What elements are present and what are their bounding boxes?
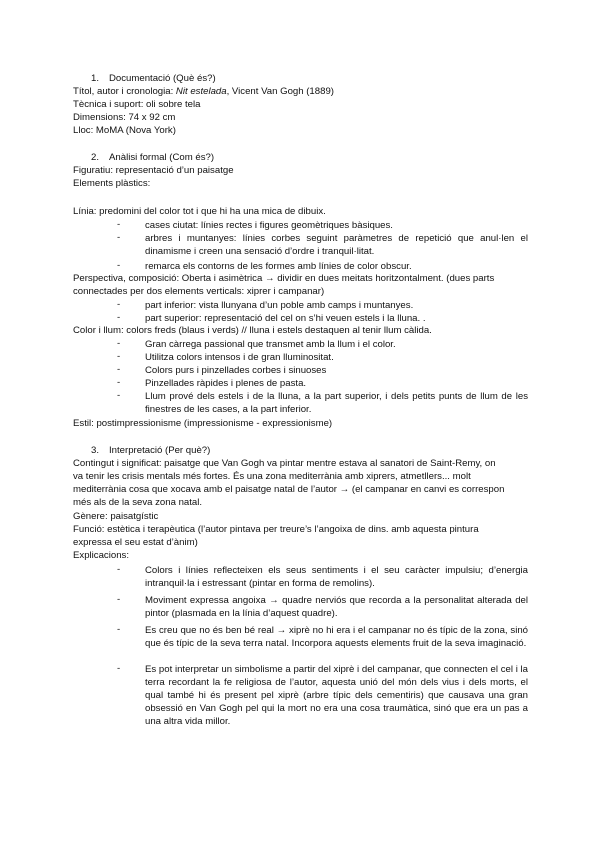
list-item: part inferior: vista llunyana d’un poble amb camps i muntanyes. xyxy=(145,300,414,311)
tecnica-line: Tècnica i suport: oli sobre tela xyxy=(73,99,201,110)
list-item: Moviment expressa angoixa → quadre nerviós que recorda a la personalitat alterada del pintor (plasmada en la línia d’aquest quadre). xyxy=(145,595,528,619)
list-item: Llum prové dels estels i de la lluna, a la part superior, i dels petits punts de llum de les finestres de les cases, a la part inferior. xyxy=(145,391,528,415)
bullet: - xyxy=(117,377,121,388)
perspectiva-line-1: Perspectiva, composició: Oberta i asimètrica → dividir en dues meitats horitzontalment. (dues parts xyxy=(73,273,495,284)
color-line: Color i llum: colors freds (blaus i verds) // lluna i estels destaquen al tenir llum càlida. xyxy=(73,325,432,336)
section-3-heading: 3. Interpretació (Per què?) xyxy=(91,445,211,456)
funcio-line-1: Funció: estètica i terapèutica (l’autor pintava per treure’s l’angoixa de dins. amb aquesta pintura xyxy=(73,524,479,535)
bullet: - xyxy=(117,232,121,243)
list-item: cases ciutat: línies rectes i figures geomètriques bàsiques. xyxy=(145,220,393,231)
list-item: arbres i muntanyes: línies corbes seguint paràmetres de repetició que anul·len el dinamisme i creen una sensació d’ordre i tranquil·litat. xyxy=(145,233,528,257)
bullet: - xyxy=(117,219,121,230)
bullet: - xyxy=(117,338,121,349)
genere-line: Gènere: paisatgístic xyxy=(73,511,159,522)
list-item: Gran càrrega passional que transmet amb la llum i el color. xyxy=(145,339,396,350)
contingut-line-4: més als de la seva zona natal. xyxy=(73,497,203,508)
bullet: - xyxy=(117,594,121,605)
lloc-line: Lloc: MoMA (Nova York) xyxy=(73,125,176,136)
section-1-heading: 1. Documentació (Què és?) xyxy=(91,73,216,84)
contingut-line-1: Contingut i significat: paisatge que Van Gogh va pintar mentre estava al sanatori de Saint-Remy, on xyxy=(73,458,496,469)
bullet: - xyxy=(117,312,121,323)
bullet: - xyxy=(117,299,121,310)
contingut-line-3: mediterrània cosa que xocava amb el paisatge natal de l’autor → (el campanar en canvi es correspon xyxy=(73,484,505,495)
figuratiu-line: Figuratiu: representació d’un paisatge xyxy=(73,165,234,176)
bullet: - xyxy=(117,260,121,271)
funcio-line-2: expressa el seu estat d’ànim) xyxy=(73,537,198,548)
explicacions-line: Explicacions: xyxy=(73,550,129,561)
list-item: part superior: representació del cel on s’hi veuen estels i la lluna. . xyxy=(145,313,426,324)
section-2-heading: 2. Anàlisi formal (Com és?) xyxy=(91,152,215,163)
list-item: Es pot interpretar un simbolisme a partir del xiprè i del campanar, que connecten el cel i la terra recordant la fe religiosa de l’autor, aquesta unió del món dels vius i dels morts, el qual també hi és present pel xiprè (arbre típic dels cementiris) que causava una gran obsessió en Van Gogh pel qui la mort no era una cosa traumàtica, sinó que era un pas a una altra vida millor. xyxy=(145,664,528,727)
list-item: remarca els contorns de les formes amb línies de color obscur. xyxy=(145,261,412,272)
linia-line: Línia: predomini del color tot i que hi ha una mica de dibuix. xyxy=(73,206,326,217)
bullet: - xyxy=(117,390,121,401)
list-item: Es creu que no és ben bé real → xiprè no hi era i el campanar no és típic de la zona, sinó que és típic de la seva terra natal. Incorpora aquests elements fruit de la seva imaginació. xyxy=(145,625,528,649)
bullet: - xyxy=(117,564,121,575)
list-item: Colors i línies reflecteixen els seus sentiments i el seu caràcter impulsiu; d’energia intranquil·la i estressant (pintar en forma de remolins). xyxy=(145,565,528,589)
estil-line: Estil: postimpressionisme (impressionisme - expressionisme) xyxy=(73,418,333,429)
titol-line: Títol, autor i cronologia: Nit estelada, Vicent Van Gogh (1889) xyxy=(73,86,334,97)
bullet: - xyxy=(117,624,121,635)
list-item: Colors purs i pinzellades corbes i sinuoses xyxy=(145,365,327,376)
bullet: - xyxy=(117,663,121,674)
elements-line: Elements plàstics: xyxy=(73,178,151,189)
bullet: - xyxy=(117,351,121,362)
list-item: Utilitza colors intensos i de gran lluminositat. xyxy=(145,352,334,363)
dimensions-line: Dimensions: 74 x 92 cm xyxy=(73,112,176,123)
perspectiva-line-2: connectades per dos elements verticals: xiprer i campanar) xyxy=(73,286,325,297)
bullet: - xyxy=(117,364,121,375)
contingut-line-2: va tenir les crisis mentals més fortes. És una zona mediterrània amb xiprers, atmetllers... molt xyxy=(73,471,471,482)
list-item: Pinzellades ràpides i plenes de pasta. xyxy=(145,378,307,389)
